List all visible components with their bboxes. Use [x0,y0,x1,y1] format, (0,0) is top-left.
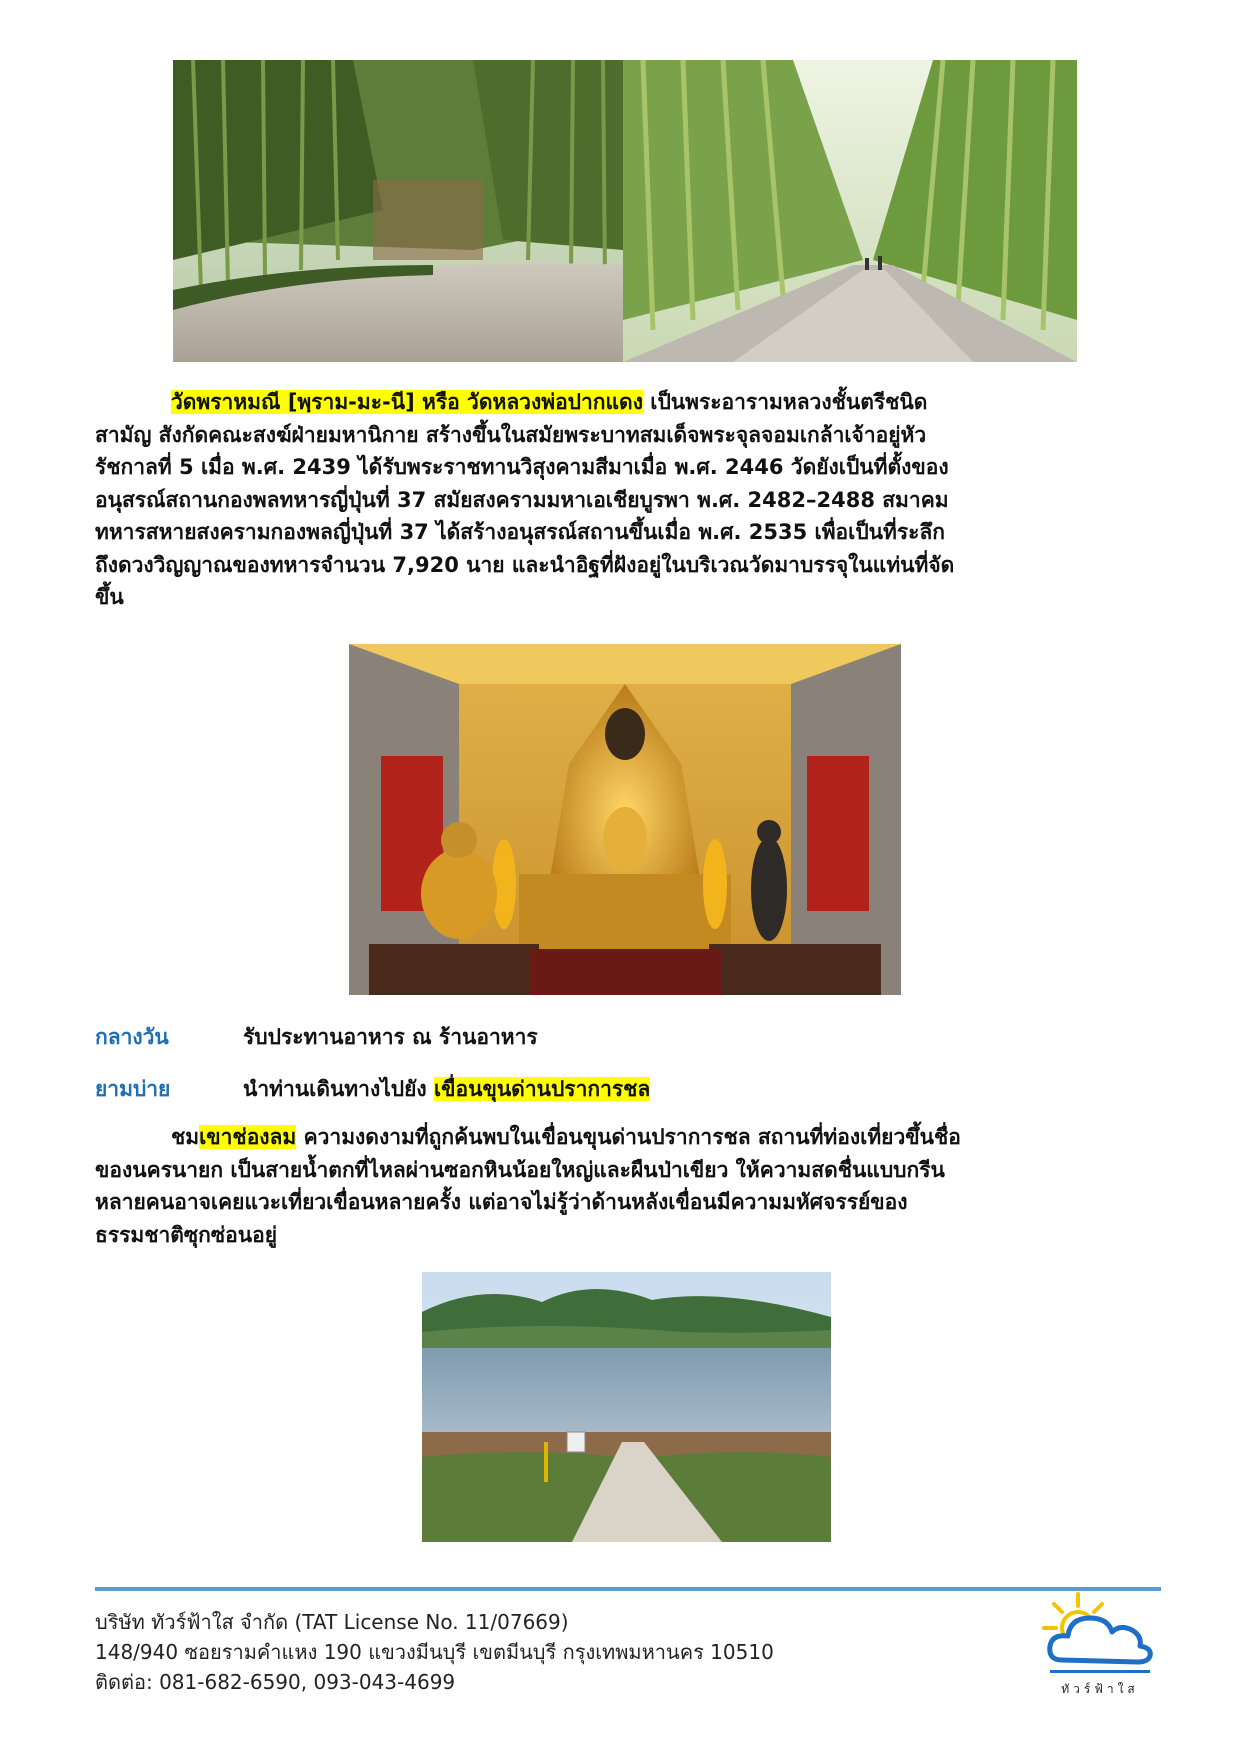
schedule-time: กลางวัน [95,1025,169,1049]
temple-text-line-4: อนุสรณ์สถานกองพลทหารญี่ปุ่นที่ 37 สมัยสงครามมหาเอเชียบูรพา พ.ศ. 2482–2488 สมาคม [95,487,949,512]
dam-text-line-2: ของนครนายก เป็นสายน้ำตกที่ไหลผ่านซอกหินน้อยใหญ่และผืนป่าเขียว ให้ความสดชื่นแบบกรีน [95,1157,945,1182]
bamboo-tunnel-photo [173,60,1077,362]
dam-text-prefix: ชม [171,1125,200,1149]
temple-text-line-5: ทหารสหายสงครามกองพลญี่ปุ่นที่ 37 ได้สร้างอนุสรณ์สถานขึ้นเมื่อ พ.ศ. 2535 เพื่อเป็นที่ระลึก [95,520,946,544]
dam-text-line-4: ธรรมชาติซุกซ่อนอยู่ [95,1222,278,1247]
footer-address: 148/940 ซอยรามคำแหง 190 แขวงมีนบุรี เขตมีนบุรี กรุงเทพมหานคร 10510 [95,1640,774,1664]
temple-name-highlight: วัดพราหมณี [พฺราม-มะ-นี] หรือ วัดหลวงพ่อปากแดง [171,390,643,414]
temple-text-line-3: รัชกาลที่ 5 เมื่อ พ.ศ. 2439 ได้รับพระราชทานวิสุงคามสีมาเมื่อ พ.ศ. 2446 วัดยังเป็นที่ตั้งของ [95,455,949,479]
company-logo [1040,1590,1160,1700]
schedule-time: ยามบ่าย [95,1077,171,1101]
dam-text-line-1: ความงดงามที่ถูกค้นพบในเขื่อนขุนด่านปราการชล สถานที่ท่องเที่ยวขึ้นชื่อ [296,1125,961,1149]
temple-text-line-1: เป็นพระอารามหลวงชั้นตรีชนิด [642,390,928,414]
dam-description [95,1121,1151,1251]
temple-shrine-photo [349,644,901,995]
temple-text-line-7: ขึ้น [95,585,124,609]
temple-text-line-2: สามัญ สังกัดคณะสงฆ์ฝ่ายมหานิกาย สร้างขึ้นในสมัยพระบาทสมเด็จพระจุลจอมเกล้าเจ้าอยู่หัว [95,422,927,447]
dam-name-highlight: เขื่อนขุนด่านปราการชล [433,1077,651,1101]
sun-cloud-icon [1040,1590,1160,1680]
dam-text-line-3: หลายคนอาจเคยแวะเที่ยวเขื่อนหลายครั้ง แต่อาจไม่รู้ว่าด้านหลังเขื่อนมีความมหัศจรรย์ของ [95,1190,908,1214]
temple-text-line-6: ถึงดวงวิญญาณของทหารจำนวน 7,920 นาย และนำอิฐที่ฝังอยู่ในบริเวณวัดมาบรรจุในแท่นที่จัด [95,552,955,577]
schedule-item-noon [95,1022,538,1052]
dam-reservoir-photo [422,1272,831,1542]
schedule-text: รับประทานอาหาร ณ ร้านอาหาร [243,1025,538,1049]
footer-divider [95,1587,1161,1591]
footer-company: บริษัท ทัวร์ฟ้าใส จำกัด (TAT License No. 11/07669) [95,1610,569,1634]
temple-description [95,386,1151,614]
logo-caption: ทัวร์ฟ้าใส [1061,1682,1139,1696]
schedule-item-afternoon [95,1074,650,1104]
footer-company-info [95,1607,774,1697]
khao-chong-lom-highlight: เขาช่องลม [199,1125,297,1149]
footer-contact: ติดต่อ: 081-682-6590, 093-043-4699 [95,1670,456,1694]
schedule-text: นำท่านเดินทางไปยัง [243,1077,434,1101]
